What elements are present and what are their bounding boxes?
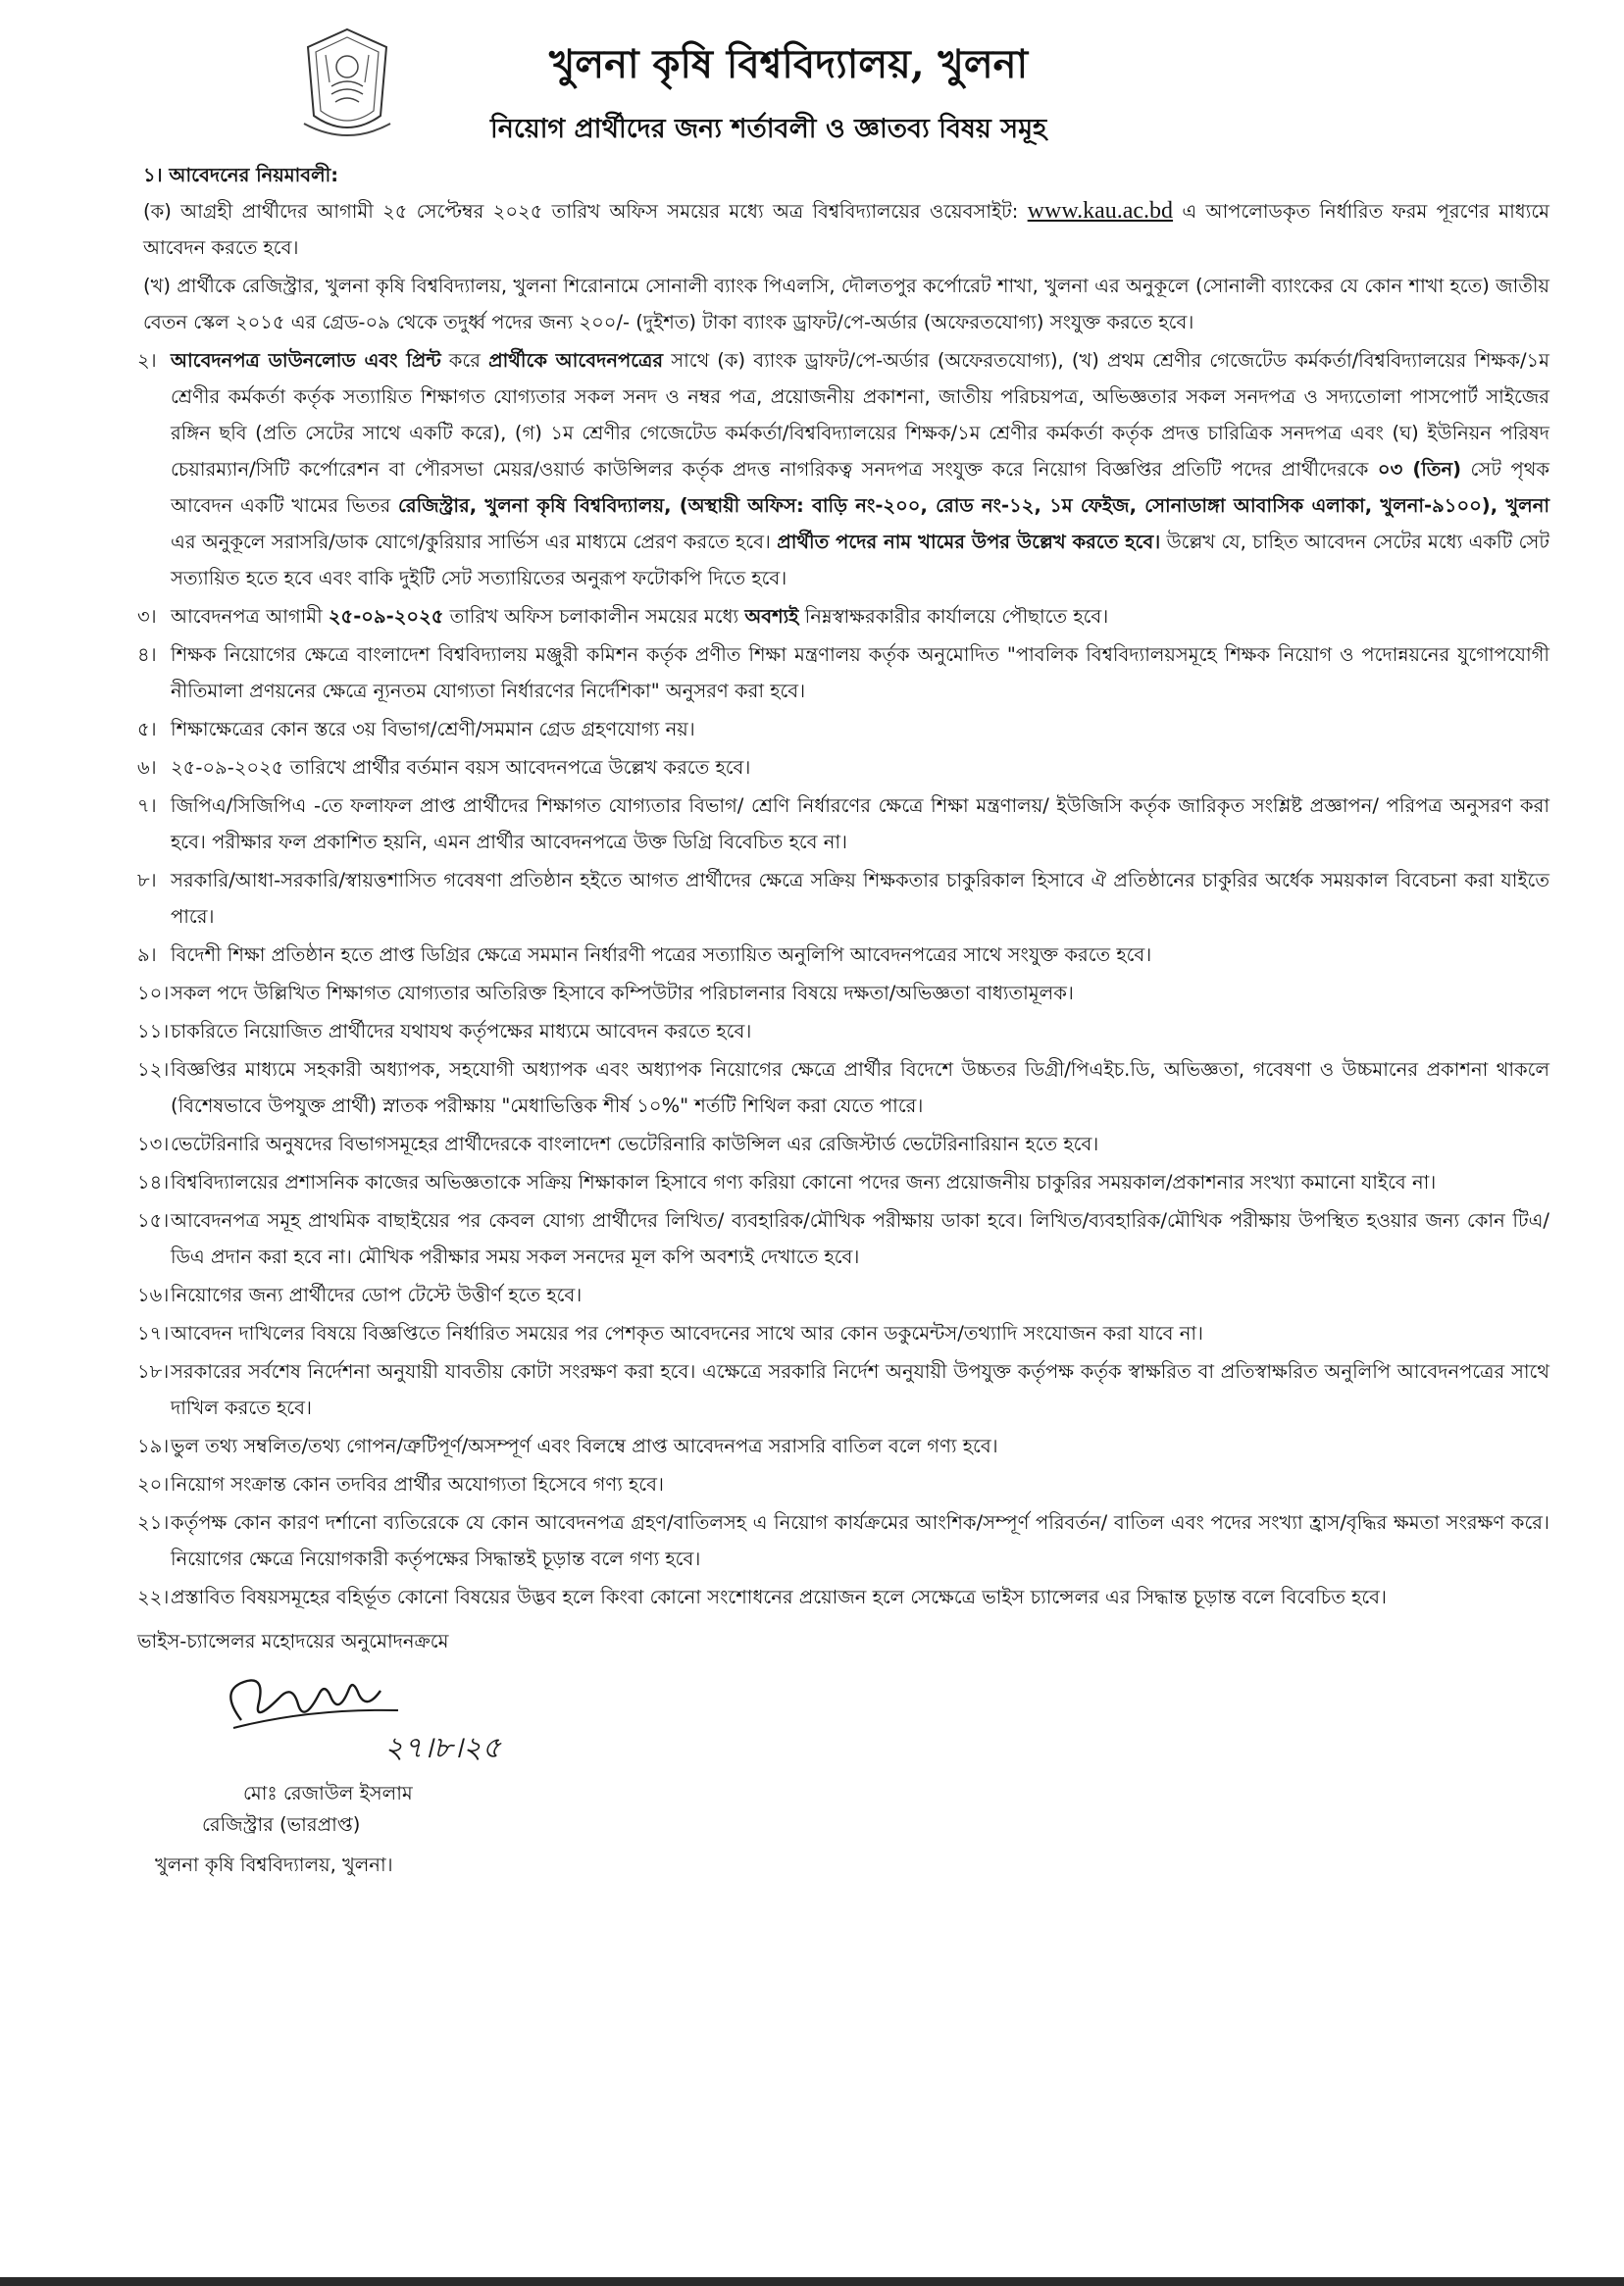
item-number: ২০।: [137, 1473, 170, 1496]
condition-item: [137, 1126, 1549, 1162]
condition-item-3: [137, 598, 1549, 635]
bold-text: আবেদনপত্র ডাউনলোড এবং প্রিন্ট: [171, 349, 441, 372]
item-text: সাথে (ক) ব্যাংক ড্রাফট/পে-অর্ডার (অফেরতযোগ্য), (খ) প্রথম শ্রেণীর গেজেটেড কর্মকর্তা/বিশ্ববিদ্যালয়ের শিক্ষক/১ম শ্রেণীর কর্মকর্তা কর্তৃক সত্যায়িত শিক্ষাগত যোগ্যতার সকল সনদ ও নম্বর পত্র, প্রয়োজনীয় প্রকাশনা, জাতীয় পরিচয়পত্র, অভিজ্ঞতার সকল সনদপত্র ও সদ্যতোলা পাসপোর্ট সাইজের রঙ্গিন ছবি (প্রতি সেটের সাথে একটি করে), (গ) ১ম শ্রেণীর গেজেটেড কর্মকর্তা/বিশ্ববিদ্যালয়ের শিক্ষক/১ম শ্রেণীর কর্মকর্তা কর্তৃক প্রদত্ত চারিত্রিক সনদপত্র এবং (ঘ) ইউনিয়ন পরিষদ চেয়ারম্যান/সিটি কর্পোরেশন বা পৌরসভা মেয়র/ওয়ার্ড কাউন্সিলর কর্তৃক প্রদত্ত নাগরিকত্ব সনদপত্র সংযুক্ত করে নিয়োগ বিজ্ঞপ্তির প্রতিটি পদের প্রার্থীদেরকে: [171, 349, 1550, 481]
condition-item: [137, 1277, 1549, 1313]
signature-date: ২৭।৮।২৫: [384, 1731, 501, 1765]
item-text: উল্লেখ যে, চাহিত আবেদন সেটের মধ্যে একটি সেট সত্যায়িত হতে হবে এবং বাকি দুইটি সেট সত্যায়িতের অনুরূপ ফটোকপি দিতে হবে।: [171, 531, 1549, 589]
item-text: আবেদনপত্র আগামী: [171, 605, 329, 628]
condition-item: [137, 1579, 1549, 1615]
item-text: সেট পৃথক আবেদন একটি খামের ভিতর: [171, 458, 1549, 517]
condition-item: [137, 1504, 1549, 1577]
rule-kha: (খ) প্রার্থীকে রেজিস্ট্রার, খুলনা কৃষি বিশ্ববিদ্যালয়, খুলনা শিরোনামে সোনালী ব্যাংক পিএলসি, দৌলতপুর কর্পোরেট শাখা, খুলনা এর অনুকূলে (সোনালী ব্যাংকের যে কোন শাখা হতে) জাতীয় বেতন স্কেল ২০১৫ এর গ্রেড-০৯ থেকে তদুর্ধ্ব পদের জন্য ২০০/- (দুইশত) টাকা ব্যাংক ড্রাফট/পে-অর্ডার (অফেরতযোগ্য) সংযুক্ত করতে হবে।: [143, 275, 1549, 333]
item-text: তারিখ অফিস চলাকালীন সময়ের মধ্যে: [443, 605, 745, 628]
bold-text: ০৩ (তিন): [1377, 458, 1462, 481]
website-link[interactable]: www.kau.ac.bd: [1027, 198, 1174, 224]
item-text: বিশ্ববিদ্যালয়ের প্রশাসনিক কাজের অভিজ্ঞতাকে সক্রিয় শিক্ষাকাল হিসাবে গণ্য করিয়া কোনো পদের জন্য প্রয়োজনীয় চাকুরির সময়কাল/প্রকাশনার সংখ্যা কমানো যাইবে না।: [171, 1171, 1437, 1194]
item-text: এর অনুকূলে সরাসরি/ডাক যোগে/কুরিয়ার সার্ভিস এর মাধ্যমে প্রেরণ করতে হবে।: [171, 531, 778, 553]
deadline-date: ২৫-০৯-২০২৫: [328, 605, 444, 628]
registrar-address: রেজিস্ট্রার, খুলনা কৃষি বিশ্ববিদ্যালয়, (অস্থায়ী অফিস: বাড়ি নং-২০০, রোড নং-১২, ১ম ফেইজ, সোনাডাঙ্গা আবাসিক এলাকা, খুলনা-৯১০০), খুলনা: [397, 494, 1549, 517]
item-number: ২১।: [137, 1511, 170, 1534]
notice-subtitle: নিয়োগ প্রার্থীদের জন্য শর্তাবলী ও জ্ঞাতব্য বিষয় সমূহ: [490, 114, 1047, 144]
rule-ka: [137, 193, 1549, 266]
condition-item: [137, 1202, 1549, 1275]
section-heading: ১। আবেদনের নিয়মাবলী:: [143, 164, 339, 186]
item-number: ১৪।: [137, 1171, 170, 1194]
bold-text: অবশ্যই: [744, 605, 799, 628]
condition-item: [137, 1051, 1549, 1124]
item-number: ১২।: [137, 1058, 170, 1081]
item-text: প্রস্তাবিত বিষয়সমূহের বহির্ভূত কোনো বিষয়ের উদ্ভব হলে কিংবা কোনো সংশোধনের প্রয়োজন হলে সেক্ষেত্রে ভাইস চ্যান্সেলর এর সিদ্ধান্ত চূড়ান্ত বলে বিবেচিত হবে।: [171, 1586, 1387, 1608]
item-number: ২২।: [137, 1586, 170, 1608]
rule-ka-text: (ক) আগ্রহী প্রার্থীদের আগামী ২৫ সেপ্টেম্বর ২০২৫ তারিখ অফিস সময়ের মধ্যে অত্র বিশ্ববিদ্যালয়ের ওয়েবসাইট:: [143, 200, 1019, 223]
university-title: খুলনা কৃষি বিশ্ববিদ্যালয়, খুলনা: [549, 41, 1029, 87]
signer-name: মোঃ রেজাউল ইসলাম: [243, 1782, 413, 1804]
bold-text: প্রার্থীত পদের নাম খামের উপর উল্লেখ করতে হবে।: [777, 531, 1161, 553]
item-text: নিয়োগ সংক্রান্ত কোন তদবির প্রার্থীর অযোগ্যতা হিসেবে গণ্য হবে।: [171, 1473, 664, 1496]
condition-item: [137, 1353, 1549, 1426]
condition-item: [137, 937, 1549, 973]
condition-item-2: [137, 342, 1549, 596]
bold-text: প্রার্থীকে আবেদনপত্রের: [488, 349, 664, 372]
condition-item: [137, 1466, 1549, 1502]
signature-block: [137, 1659, 1549, 1806]
rule-ka-text-end: এ আপলোডকৃত নির্ধারিত ফরম পূরণের মাধ্যমে আবেদন করতে হবে।: [143, 200, 1550, 259]
item-number: ৫।: [137, 718, 157, 740]
item-number: ১০।: [137, 982, 170, 1004]
scan-edge: [0, 2277, 1624, 2286]
item-text: সকল পদে উল্লিখিত শিক্ষাগত যোগ্যতার অতিরিক্ত হিসাবে কম্পিউটার পরিচালনার বিষয়ে দক্ষতা/অভিজ্ঞতা বাধ্যতামূলক।: [171, 982, 1074, 1004]
item-text: সরকারের সর্বশেষ নির্দেশনা অনুযায়ী যাবতীয় কোটা সংরক্ষণ করা হবে। এক্ষেত্রে সরকারি নির্দেশ অনুযায়ী উপযুক্ত কর্তৃপক্ষ কর্তৃক স্বাক্ষরিত বা প্রতিস্বাক্ষরিত অনুলিপি আবেদনপত্রের সাথে দাখিল করতে হবে।: [171, 1360, 1549, 1419]
condition-item: [137, 1013, 1549, 1049]
item-number: ১৫।: [137, 1209, 170, 1232]
item-text: শিক্ষাক্ষেত্রের কোন স্তরে ৩য় বিভাগ/শ্রেণী/সমমান গ্রেড গ্রহণযোগ্য নয়।: [171, 718, 695, 740]
item-text: জিপিএ/সিজিপিএ -তে ফলাফল প্রাপ্ত প্রার্থীদের শিক্ষাগত যোগ্যতার বিভাগ/ শ্রেণি নির্ধারণের ক্ষেত্রে শিক্ষা মন্ত্রণালয়/ ইউজিসি কর্তৃক জারিকৃত সংশ্লিষ্ট প্রজ্ঞাপন/ পরিপত্র অনুসরণ করা হবে। পরীক্ষার ফল প্রকাশিত হয়নি, এমন প্রার্থীর আবেদনপত্রে উক্ত ডিগ্রি বিবেচিত হবে না।: [171, 794, 1549, 853]
item-number: ৪।: [137, 643, 157, 666]
signature-icon: [202, 1659, 575, 1777]
item-number: ১৩।: [137, 1133, 170, 1155]
item-number: ৯।: [137, 943, 157, 966]
condition-item: [137, 975, 1549, 1011]
approval-note: ভাইস-চ্যান্সেলর মহোদয়ের অনুমোদনক্রমে: [137, 1630, 449, 1652]
condition-item: [137, 1164, 1549, 1200]
condition-item: [137, 711, 1549, 747]
item-text: বিদেশী শিক্ষা প্রতিষ্ঠান হতে প্রাপ্ত ডিগ্রির ক্ষেত্রে সমমান নির্ধারণী পত্রের সত্যায়িত অনুলিপি আবেদনপত্রের সাথে সংযুক্ত করতে হবে।: [171, 943, 1152, 966]
condition-item: [137, 1428, 1549, 1464]
item-text: করে: [440, 349, 489, 372]
condition-item: [137, 749, 1549, 786]
condition-item: [137, 787, 1549, 860]
condition-item: [137, 1315, 1549, 1351]
university-emblem-icon: [296, 25, 398, 143]
condition-item: [137, 636, 1549, 709]
item-number: ৩।: [137, 605, 157, 628]
signer-organization: খুলনা কৃষি বিশ্ববিদ্যালয়, খুলনা।: [155, 1854, 393, 1876]
item-number: ৮।: [137, 869, 157, 891]
item-number: ২।: [137, 349, 157, 372]
item-text: নিয়োগের জন্য প্রার্থীদের ডোপ টেস্টে উত্তীর্ণ হতে হবে।: [171, 1284, 583, 1306]
item-text: ২৫-০৯-২০২৫ তারিখে প্রার্থীর বর্তমান বয়স আবেদনপত্রে উল্লেখ করতে হবে।: [171, 756, 751, 779]
item-text: বিজ্ঞপ্তির মাধ্যমে সহকারী অধ্যাপক, সহযোগী অধ্যাপক এবং অধ্যাপক নিয়োগের ক্ষেত্রে প্রার্থীর বিদেশে উচ্চতর ডিগ্রী/পিএইচ.ডি, অভিজ্ঞতা, গবেষণা ও উচ্চমানের প্রকাশনা থাকলে (বিশেষভাবে উপযুক্ত প্রার্থী) স্নাতক পরীক্ষায় "মেধাভিত্তিক শীর্ষ ১০%" শর্তটি শিথিল করা যেতে পারে।: [171, 1058, 1549, 1117]
item-text: ভুল তথ্য সম্বলিত/তথ্য গোপন/ত্রুটিপূর্ণ/অসম্পূর্ণ এবং বিলম্বে প্রাপ্ত আবেদনপত্র সরাসরি বাতিল বলে গণ্য হবে।: [171, 1435, 998, 1457]
signer-title: রেজিস্ট্রার (ভারপ্রাপ্ত): [202, 1813, 361, 1836]
item-text: ভেটেরিনারি অনুষদের বিভাগসমূহের প্রার্থীদেরকে বাংলাদেশ ভেটেরিনারি কাউন্সিল এর রেজিস্টার্ড ভেটেরিনারিয়ান হতে হবে।: [171, 1133, 1099, 1155]
item-text: সরকারি/আধা-সরকারি/স্বায়ত্তশাসিত গবেষণা প্রতিষ্ঠান হইতে আগত প্রার্থীদের ক্ষেত্রে সক্রিয় শিক্ষকতার চাকুরিকাল হিসাবে ঐ প্রতিষ্ঠানের চাকুরির অর্ধেক সময়কাল বিবেচনা করা যাইতে পারে।: [171, 869, 1549, 928]
item-number: ৭।: [137, 794, 157, 817]
item-text: চাকরিতে নিয়োজিত প্রার্থীদের যথাযথ কর্তৃপক্ষের মাধ্যমে আবেদন করতে হবে।: [171, 1020, 752, 1042]
item-number: ১৬।: [137, 1284, 170, 1306]
item-text: আবেদনপত্র সমূহ প্রাথমিক বাছাইয়ের পর কেবল যোগ্য প্রার্থীদের লিখিত/ ব্যবহারিক/মৌখিক পরীক্ষায় ডাকা হবে। লিখিত/ব্যবহারিক/মৌখিক পরীক্ষায় উপস্থিত হওয়ার জন্য কোন টিএ/ডিএ প্রদান করা হবে না। মৌখিক পরীক্ষার সময় সকল সনদের মূল কপি অবশ্যই দেখাতে হবে।: [171, 1209, 1549, 1268]
item-text: আবেদন দাখিলের বিষয়ে বিজ্ঞপ্তিতে নির্ধারিত সময়ের পর পেশকৃত আবেদনের সাথে আর কোন ডকুমেন্টস/তথ্যাদি সংযোজন করা যাবে না।: [171, 1322, 1203, 1345]
condition-list: [137, 342, 1549, 1615]
item-text: নিম্নস্বাক্ষরকারীর কার্যালয়ে পৌছাতে হবে।: [798, 605, 1109, 628]
condition-item: [137, 862, 1549, 935]
item-number: ১৮।: [137, 1360, 170, 1383]
item-text: কর্তৃপক্ষ কোন কারণ দর্শানো ব্যতিরেকে যে কোন আবেদনপত্র গ্রহণ/বাতিলসহ এ নিয়োগ কার্যক্রমের আংশিক/সম্পূর্ণ পরিবর্তন/ বাতিল এবং পদের সংখ্যা হ্রাস/বৃদ্ধির ক্ষমতা সংরক্ষণ করে। নিয়োগের ক্ষেত্রে নিয়োগকারী কর্তৃপক্ষের সিদ্ধান্তই চূড়ান্ত বলে গণ্য হবে।: [171, 1511, 1549, 1570]
item-number: ১১।: [137, 1020, 170, 1042]
item-number: ১৭।: [137, 1322, 170, 1345]
item-number: ৬।: [137, 756, 157, 779]
item-text: শিক্ষক নিয়োগের ক্ষেত্রে বাংলাদেশ বিশ্ববিদ্যালয় মঞ্জুরী কমিশন কর্তৃক প্রণীত শিক্ষা মন্ত্রণালয় কর্তৃক অনুমোদিত "পাবলিক বিশ্ববিদ্যালয়সমূহে শিক্ষক নিয়োগ ও পদোন্নয়নের যুগোপযোগী নীতিমালা প্রণয়নের ক্ষেত্রে ন্যূনতম যোগ্যতা নির্ধারণের নির্দেশিকা" অনুসরণ করা হবে।: [171, 643, 1549, 702]
item-number: ১৯।: [137, 1435, 170, 1457]
